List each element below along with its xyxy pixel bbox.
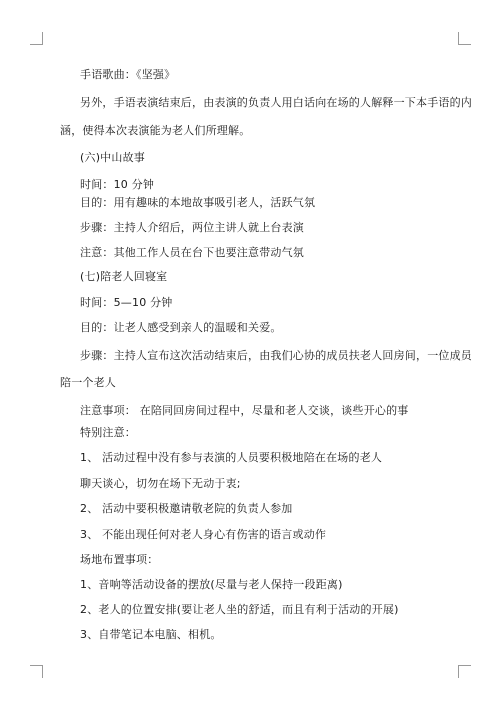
list-item: 1、 活动过程中没有参与表演的人员要积极地陪在在场的老人 [80,451,383,464]
time-line: 时间：10 分钟 [80,178,155,191]
venue-heading: 场地布置事项： [80,553,159,566]
purpose-line: 目的：用有趣味的本地故事吸引老人，活跃气氛 [80,196,316,209]
section-heading: (七)陪老人回寝室 [80,270,168,283]
song-line: 手语歌曲：《坚强》 [80,68,176,81]
time-line: 时间：5—10 分钟 [80,296,173,309]
crop-mark-bottom-right [458,665,471,678]
list-item: 聊天谈心，切勿在场下无动于衷; [80,477,241,490]
steps-line: 步骤：主持人宣布这次活动结束后，由我们心协的成员扶老人回房间，一位成员 [80,349,472,362]
special-note-heading: 特别注意： [80,426,136,439]
paragraph-line: 涵，使得本次表演能为老人们所理解。 [60,124,251,137]
steps-line: 步骤：主持人介绍后，两位主讲人就上台表演 [80,221,304,234]
crop-mark-top-left [30,32,43,45]
crop-mark-top-right [458,32,471,45]
list-item: 2、 活动中要积极邀请敬老院的负责人参加 [80,502,293,515]
list-item: 3、自带笔记本电脑、相机。 [80,628,222,641]
list-item: 2、老人的位置安排(要让老人坐的舒适，而且有利于活动的开展) [80,603,399,616]
notice-line: 注意事项： 在陪同回房间过程中，尽量和老人交谈，谈些开心的事 [80,404,409,417]
paragraph-line: 另外，手语表演结束后，由表演的负责人用白话向在场的人解释一下本手语的内 [80,96,472,109]
note-line: 注意：其他工作人员在台下也要注意带动气氛 [80,246,304,259]
section-heading: (六)中山故事 [80,151,145,164]
steps-line: 陪一个老人 [60,376,116,389]
list-item: 3、 不能出现任何对老人身心有伤害的语言或动作 [80,528,327,541]
list-item: 1、音响等活动设备的摆放(尽量与老人保持一段距离) [80,578,343,591]
purpose-line: 目的：让老人感受到亲人的温暖和关爱。 [80,321,282,334]
crop-mark-bottom-left [30,665,43,678]
